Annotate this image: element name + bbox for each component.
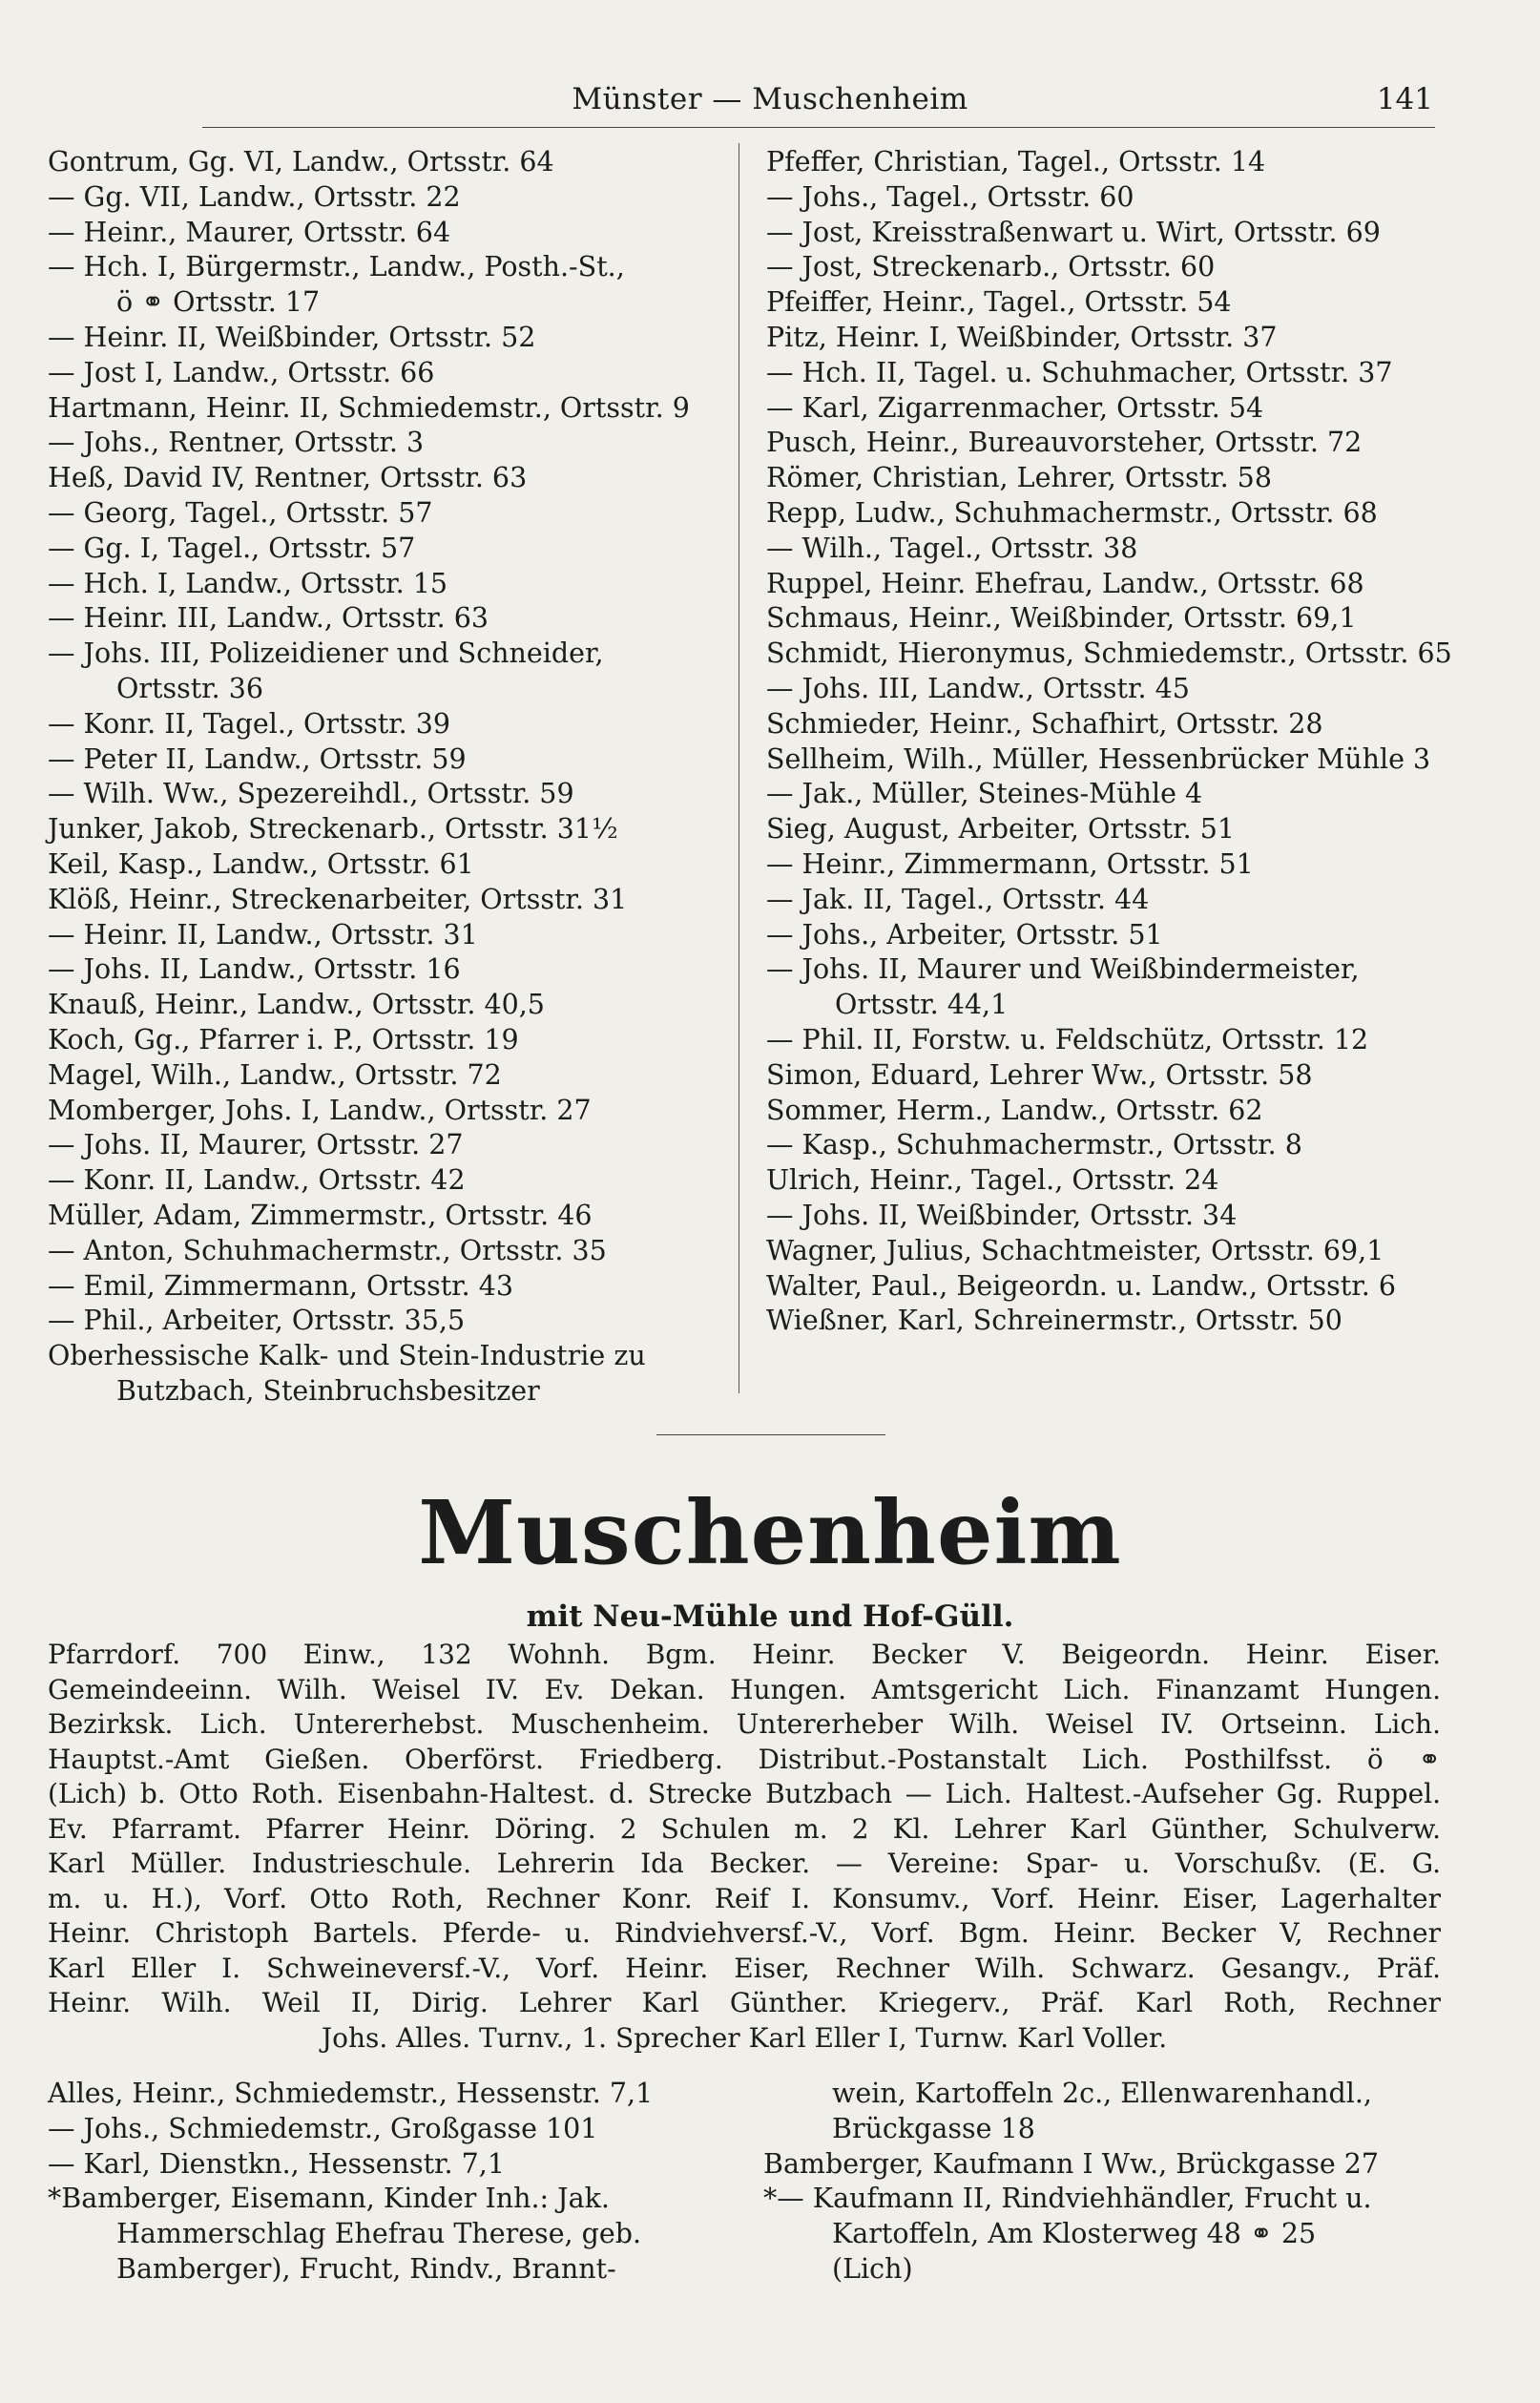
directory-entry — [48, 777, 735, 812]
entry-text: — Hch. I, Landw., Ortsstr. 15 — [48, 567, 447, 599]
info-line: Heinr. Wilh. Weil II, Dirig. Lehrer Karl Günther. Kriegerv., Präf. Karl Roth, Rechner — [48, 1987, 1441, 2018]
entry-text: — Karl, Zigarrenmacher, Ortsstr. 54 — [766, 391, 1264, 424]
entry-text: — Johs., Rentner, Ortsstr. 3 — [48, 427, 425, 459]
directory-entry — [766, 742, 1439, 778]
entry-text: — Johs., Tagel., Ortsstr. 60 — [766, 180, 1134, 213]
entry-text: Simon, Eduard, Lehrer Ww., Ortsstr. 58 — [766, 1058, 1313, 1091]
directory-entry — [766, 532, 1439, 567]
directory-entry — [48, 2252, 735, 2288]
entry-continuation: wein, Kartoffeln 2c., Ellenwarenhandl., — [832, 2078, 1372, 2109]
entry-text: — Jost I, Landw., Ortsstr. 66 — [48, 356, 435, 388]
entry-text: — Phil., Arbeiter, Ortsstr. 35,5 — [48, 1305, 466, 1337]
entry-text: Heß, David IV, Rentner, Ortsstr. 63 — [48, 462, 528, 494]
directory-entry — [48, 356, 735, 391]
entry-continuation: Brückgasse 18 — [832, 2112, 1035, 2144]
directory-entry — [48, 567, 735, 602]
directory-entry — [766, 250, 1439, 285]
entry-text: Römer, Christian, Lehrer, Ortsstr. 58 — [766, 462, 1272, 494]
directory-entry — [766, 1058, 1439, 1094]
info-line: (Lich) b. Otto Roth. Eisenbahn-Haltest. d. Strecke Butzbach — Lich. Haltest.-Aufseher Gg. Ruppel. — [48, 1778, 1441, 1809]
entry-text: *Bamberger, Eisemann, Kinder Inh.: Jak. — [48, 2183, 610, 2215]
info-line: Karl Müller. Industrieschule. Lehrerin Ida Becker. — Vereine: Spar- u. Vorschußv. (E. G. — [48, 1848, 1441, 1879]
directory-entry — [766, 1199, 1439, 1234]
directory-entry — [48, 1269, 735, 1305]
info-line: Johs. Alles. Turnv., 1. Sprecher Karl Eller I, Turnw. Karl Voller. — [321, 2021, 1168, 2054]
directory-entry — [763, 2077, 1441, 2112]
entry-text: Wagner, Julius, Schachtmeister, Ortsstr. 69,1 — [766, 1234, 1384, 1266]
directory-entry — [48, 250, 735, 321]
entry-text: Pitz, Heinr. I, Weißbinder, Ortsstr. 37 — [766, 321, 1278, 353]
directory-entry — [48, 532, 735, 567]
entry-text: Junker, Jakob, Streckenarb., Ortsstr. 31½ — [48, 813, 618, 846]
entry-text: — Hch. II, Tagel. u. Schuhmacher, Ortsstr. 37 — [766, 356, 1393, 388]
directory-entry — [48, 707, 735, 742]
directory-entry — [48, 1163, 735, 1199]
entry-text: — Jost, Streckenarb., Ortsstr. 60 — [766, 251, 1216, 283]
page-number: 141 — [1376, 82, 1433, 116]
entry-text: Keil, Kasp., Landw., Ortsstr. 61 — [48, 847, 474, 880]
directory-entry — [48, 1304, 735, 1339]
directory-entry — [48, 1339, 735, 1410]
directory-entry — [48, 601, 735, 637]
entry-continuation: Bamberger), Frucht, Rindv., Brannt- — [116, 2252, 616, 2285]
directory-entry — [48, 321, 735, 356]
directory-entry — [48, 1094, 735, 1129]
bottom-left-column — [48, 2077, 735, 2288]
entry-text: Sommer, Herm., Landw., Ortsstr. 62 — [766, 1094, 1263, 1126]
entry-text: — Jak., Müller, Steines-Mühle 4 — [766, 778, 1203, 810]
entry-text: Schmieder, Heinr., Schafhirt, Ortsstr. 28 — [766, 707, 1323, 740]
entry-text: — Kasp., Schuhmachermstr., Ortsstr. 8 — [766, 1129, 1302, 1161]
directory-entry — [766, 285, 1439, 321]
town-info-block — [48, 1638, 1441, 2056]
directory-entry — [766, 1094, 1439, 1129]
directory-entry — [48, 1058, 735, 1094]
entry-text: Repp, Ludw., Schuhmachermstr., Ortsstr. 68 — [766, 496, 1378, 529]
entry-text: — Hch. I, Bürgermstr., Landw., Posth.-St., — [48, 251, 625, 283]
entry-text: — Konr. II, Landw., Ortsstr. 42 — [48, 1164, 466, 1197]
info-line: Gemeindeeinn. Wilh. Weisel IV. Ev. Dekan. Hungen. Amtsgericht Lich. Finanzamt Hungen. — [48, 1673, 1441, 1705]
info-line: Karl Eller I. Schweineversf.-V., Vorf. Heinr. Eiser, Rechner Wilh. Schwarz. Gesangv., Präf. — [48, 1952, 1441, 1984]
entry-continuation: Ortsstr. 36 — [116, 672, 264, 704]
directory-entry — [766, 1163, 1439, 1199]
entry-text: — Johs. II, Weißbinder, Ortsstr. 34 — [766, 1199, 1238, 1231]
directory-entry — [766, 1128, 1439, 1163]
directory-entry — [48, 952, 735, 988]
entry-text: — Johs., Arbeiter, Ortsstr. 51 — [766, 918, 1163, 951]
directory-entry — [766, 707, 1439, 742]
entry-text: — Johs. II, Maurer, Ortsstr. 27 — [48, 1129, 464, 1161]
page-header-title: Münster — Muschenheim — [572, 82, 968, 116]
directory-entry — [48, 1234, 735, 1269]
entry-text: — Heinr., Zimmermann, Ortsstr. 51 — [766, 847, 1254, 880]
entry-continuation: Butzbach, Steinbruchsbesitzer — [116, 1374, 540, 1407]
entry-text: — Wilh., Tagel., Ortsstr. 38 — [766, 532, 1138, 564]
directory-entry — [48, 216, 735, 251]
entry-text: Schmidt, Hieronymus, Schmiedemstr., Ortsstr. 65 — [766, 637, 1452, 670]
info-line: Ev. Pfarramt. Pfarrer Heinr. Döring. 2 Schulen m. 2 Kl. Lehrer Karl Günther, Schulverw. — [48, 1812, 1441, 1845]
info-line: Pfarrdorf. 700 Einw., 132 Wohnh. Bgm. Heinr. Becker V. Beigeordn. Heinr. Eiser. — [48, 1639, 1441, 1670]
entry-continuation: Hammerschlag Ehefrau Therese, geb. — [116, 2218, 642, 2250]
entry-text: — Jost, Kreisstraßenwart u. Wirt, Ortsstr. 69 — [766, 216, 1381, 248]
directory-entry — [48, 847, 735, 883]
section-rule — [656, 1434, 885, 1435]
entry-text: — Anton, Schuhmachermstr., Ortsstr. 35 — [48, 1234, 607, 1266]
entry-text: — Karl, Dienstkn., Hessenstr. 7,1 — [48, 2147, 505, 2180]
entry-text: Pfeffer, Christian, Tagel., Ortsstr. 14 — [766, 146, 1266, 178]
directory-entry — [766, 216, 1439, 251]
entry-text: Bamberger, Kaufmann I Ww., Brückgasse 27 — [763, 2147, 1380, 2180]
entry-text: — Heinr. II, Landw., Ortsstr. 31 — [48, 918, 478, 951]
entry-text: Alles, Heinr., Schmiedemstr., Hessenstr. 7,1 — [48, 2078, 654, 2109]
directory-entry — [763, 2147, 1441, 2183]
directory-entry — [48, 2147, 735, 2183]
directory-entry — [763, 2112, 1441, 2147]
entry-text: Koch, Gg., Pfarrer i. P., Ortsstr. 19 — [48, 1023, 519, 1055]
entry-text: — Jak. II, Tagel., Ortsstr. 44 — [766, 883, 1150, 915]
entry-text: — Johs. III, Polizeidiener und Schneider, — [48, 637, 604, 670]
entry-text: — Wilh. Ww., Spezereihdl., Ortsstr. 59 — [48, 778, 574, 810]
entry-text: Pusch, Heinr., Bureauvorsteher, Ortsstr. 72 — [766, 427, 1363, 459]
entry-text: — Gg. I, Tagel., Ortsstr. 57 — [48, 532, 416, 564]
entry-text: Ulrich, Heinr., Tagel., Ortsstr. 24 — [766, 1164, 1219, 1197]
entry-text: — Emil, Zimmermann, Ortsstr. 43 — [48, 1269, 514, 1302]
entry-text: Knauß, Heinr., Landw., Ortsstr. 40,5 — [48, 989, 545, 1021]
info-line: Hauptst.-Amt Gießen. Oberförst. Friedberg. Distribut.-Postanstalt Lich. Posthilfsst. ö ⚭ — [48, 1743, 1441, 1775]
directory-entry — [48, 426, 735, 461]
entry-text: — Gg. VII, Landw., Ortsstr. 22 — [48, 180, 461, 213]
entry-text: — Johs. II, Landw., Ortsstr. 16 — [48, 953, 461, 986]
entry-text: Gontrum, Gg. VI, Landw., Ortsstr. 64 — [48, 146, 554, 178]
entry-text: Hartmann, Heinr. II, Schmiedemstr., Ortsstr. 9 — [48, 391, 690, 424]
directory-entry — [48, 496, 735, 532]
entry-continuation: ö ⚭ Ortsstr. 17 — [116, 286, 321, 319]
directory-entry — [766, 356, 1439, 391]
entry-continuation: Kartoffeln, Am Klosterweg 48 ⚭ 25 — [832, 2218, 1317, 2250]
directory-entry — [48, 145, 735, 180]
directory-entry — [48, 1199, 735, 1234]
entry-text: — Peter II, Landw., Ortsstr. 59 — [48, 742, 467, 775]
directory-entry — [766, 847, 1439, 883]
entry-text: Magel, Wilh., Landw., Ortsstr. 72 — [48, 1058, 502, 1091]
entry-text: Walter, Paul., Beigeordn. u. Landw., Ortsstr. 6 — [766, 1269, 1396, 1302]
directory-entry — [48, 1023, 735, 1058]
directory-entry — [766, 426, 1439, 461]
directory-entry — [766, 952, 1439, 1023]
info-line: Heinr. Christoph Bartels. Pferde- u. Rindviehversf.-V., Vorf. Bgm. Heinr. Becker V, Rechner — [48, 1917, 1441, 1949]
section-title: Muschenheim — [418, 1481, 1122, 1584]
entry-text: Schmaus, Heinr., Weißbinder, Ortsstr. 69,1 — [766, 602, 1357, 635]
directory-entry — [766, 918, 1439, 953]
entry-text: — Heinr. III, Landw., Ortsstr. 63 — [48, 602, 489, 635]
directory-entry — [766, 1023, 1439, 1058]
directory-entry — [766, 812, 1439, 847]
directory-entry — [48, 988, 735, 1023]
directory-entry — [766, 180, 1439, 216]
directory-entry — [48, 883, 735, 918]
entry-text: — Johs. III, Landw., Ortsstr. 45 — [766, 672, 1190, 704]
entry-text: Sellheim, Wilh., Müller, Hessenbrücker Mühle 3 — [766, 742, 1431, 775]
directory-entry — [763, 2182, 1441, 2252]
info-line: m. u. H.), Vorf. Otto Roth, Rechner Konr. Reif I. Konsumv., Vorf. Heinr. Eiser, Lagerhalter — [48, 1882, 1441, 1914]
entry-text: *— Kaufmann II, Rindviehhändler, Frucht u. — [763, 2183, 1372, 2215]
directory-entry — [766, 1234, 1439, 1269]
header-rule — [202, 127, 1435, 128]
directory-entry — [48, 742, 735, 778]
directory-entry — [763, 2252, 1441, 2288]
bottom-right-column — [763, 2077, 1441, 2288]
directory-entry — [766, 321, 1439, 356]
directory-entry — [766, 1304, 1439, 1339]
directory-entry — [48, 391, 735, 427]
directory-entry — [766, 777, 1439, 812]
entry-text: — Georg, Tagel., Ortsstr. 57 — [48, 496, 433, 529]
entry-text: Momberger, Johs. I, Landw., Ortsstr. 27 — [48, 1094, 592, 1126]
right-column — [766, 145, 1452, 1339]
directory-entry — [766, 145, 1439, 180]
directory-entry — [48, 812, 735, 847]
entry-text: Sieg, August, Arbeiter, Ortsstr. 51 — [766, 813, 1235, 846]
directory-entry — [766, 567, 1439, 602]
entry-text: — Heinr., Maurer, Ortsstr. 64 — [48, 216, 451, 248]
entry-text: — Heinr. II, Weißbinder, Ortsstr. 52 — [48, 321, 536, 353]
entry-text: Pfeiffer, Heinr., Tagel., Ortsstr. 54 — [766, 286, 1232, 319]
directory-entry — [766, 496, 1439, 532]
directory-entry — [48, 2112, 735, 2147]
directory-entry — [48, 2077, 735, 2112]
directory-entry — [766, 637, 1452, 672]
directory-entry — [48, 918, 735, 953]
directory-entry — [766, 883, 1439, 918]
directory-entry — [766, 672, 1439, 707]
section-subtitle: mit Neu-Mühle und Hof-Güll. — [526, 1599, 1014, 1634]
entry-text: Klöß, Heinr., Streckenarbeiter, Ortsstr. 31 — [48, 883, 628, 915]
directory-entry — [766, 601, 1439, 637]
directory-entry — [766, 461, 1439, 496]
entry-text: Wießner, Karl, Schreinermstr., Ortsstr. 50 — [766, 1305, 1342, 1337]
entry-text: Oberhessische Kalk- und Stein-Industrie zu — [48, 1340, 646, 1372]
entry-text: Müller, Adam, Zimmermstr., Ortsstr. 46 — [48, 1199, 593, 1231]
directory-entry — [48, 2182, 735, 2252]
entry-text: — Johs., Schmiedemstr., Großgasse 101 — [48, 2112, 598, 2144]
entry-text: Ruppel, Heinr. Ehefrau, Landw., Ortsstr. 68 — [766, 567, 1364, 599]
entry-continuation: (Lich) — [832, 2252, 913, 2285]
entry-text: — Johs. II, Maurer und Weißbindermeister, — [766, 953, 1360, 986]
entry-continuation: Ortsstr. 44,1 — [835, 989, 1009, 1021]
directory-entry — [48, 180, 735, 216]
directory-entry — [766, 391, 1439, 427]
entry-text: — Phil. II, Forstw. u. Feldschütz, Ortsstr. 12 — [766, 1023, 1369, 1055]
info-line: Bezirksk. Lich. Untererhebst. Muschenheim. Untererheber Wilh. Weisel IV. Ortseinn. Lich. — [48, 1708, 1441, 1740]
directory-entry — [48, 461, 735, 496]
left-column — [48, 145, 735, 1410]
directory-entry — [48, 637, 735, 707]
entry-text: — Konr. II, Tagel., Ortsstr. 39 — [48, 707, 451, 740]
directory-entry — [48, 1128, 735, 1163]
directory-entry — [766, 1269, 1439, 1305]
